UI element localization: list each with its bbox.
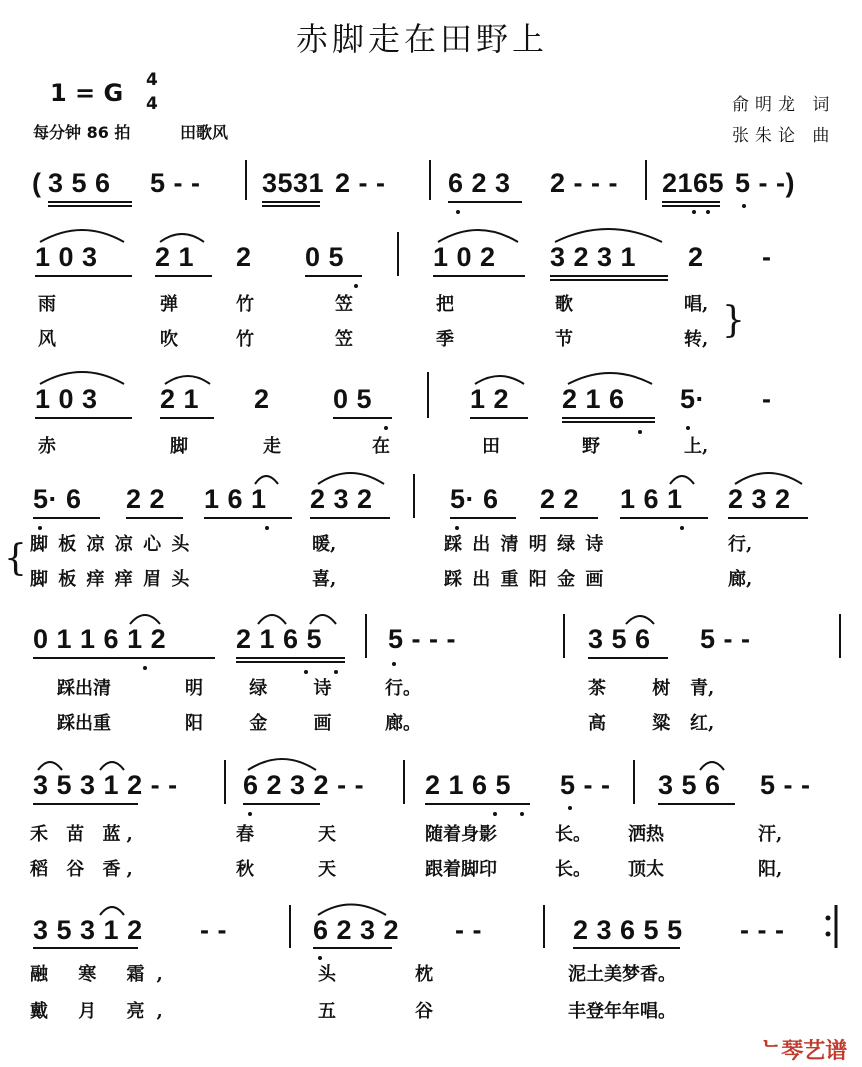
slur bbox=[670, 476, 694, 484]
octave-dot bbox=[520, 812, 524, 816]
lyric-char: 走 bbox=[263, 436, 281, 457]
lyric-phrase: 秋 bbox=[236, 859, 254, 880]
note-group: - - bbox=[455, 915, 482, 945]
repeat-dot bbox=[826, 916, 831, 921]
slur bbox=[165, 376, 210, 384]
note-group: 6 2 3 2 bbox=[313, 915, 400, 945]
lyric-phrase: 长。 bbox=[555, 859, 591, 880]
lyric-phrase: 踩 出 清 明 绿 诗 bbox=[444, 534, 606, 555]
slur bbox=[100, 907, 124, 915]
note-group: 5 - - bbox=[760, 770, 811, 800]
lyric-phrase: 踩出清 bbox=[57, 678, 111, 699]
note-group: 2 1 bbox=[160, 384, 200, 414]
lyric-phrase: 融 寒 霜, bbox=[30, 964, 175, 985]
octave-dot bbox=[493, 812, 497, 816]
slur bbox=[130, 615, 160, 624]
lyric-char: 笠 bbox=[335, 294, 353, 315]
octave-dot bbox=[456, 210, 460, 214]
lyric-char: 风 bbox=[38, 329, 56, 350]
lyric-char: 转, bbox=[684, 329, 709, 350]
lyric-phrase: 红, bbox=[690, 713, 715, 734]
lyricist-credit: 俞明龙 词 bbox=[732, 95, 836, 115]
note-group: 1 6 1 bbox=[620, 484, 683, 514]
note-group: 3 5 6 bbox=[658, 770, 721, 800]
note-group: 2 2 bbox=[540, 484, 580, 514]
lyric-phrase: 喜, bbox=[312, 569, 337, 590]
slur bbox=[100, 762, 124, 770]
lyric-phrase: 汗, bbox=[758, 824, 783, 845]
slur bbox=[438, 230, 518, 242]
note-group: 5· 6 bbox=[450, 484, 499, 514]
note-group: 5 - - - bbox=[388, 624, 456, 654]
octave-dot bbox=[638, 430, 642, 434]
watermark-text: 琴艺谱 bbox=[781, 1039, 848, 1064]
lyric-phrase: 洒热 bbox=[628, 824, 664, 845]
lyric-phrase: 青, bbox=[690, 678, 715, 699]
lyric-phrase: 阳, bbox=[758, 859, 783, 880]
note-group: 1 0 3 bbox=[35, 242, 98, 272]
slur bbox=[258, 615, 286, 624]
lyric-phrase: 天 bbox=[318, 859, 336, 880]
slur bbox=[700, 762, 724, 770]
key-signature: 1 = G bbox=[50, 79, 124, 107]
slur bbox=[568, 373, 652, 384]
note-group: - bbox=[762, 242, 772, 272]
note-group: 6 2 3 bbox=[448, 168, 511, 198]
logo-icon: ᄂ bbox=[760, 1039, 782, 1064]
note-group: 2165 bbox=[662, 168, 725, 198]
note-group: - - - bbox=[740, 915, 785, 945]
lyric-char: 弹 bbox=[160, 294, 178, 315]
note-group: 3531 bbox=[262, 168, 325, 198]
lyric-phrase: 踩 出 重 阳 金 画 bbox=[444, 569, 606, 590]
slur bbox=[310, 615, 336, 624]
octave-dot bbox=[304, 670, 308, 674]
lyric-phrase: 顶太 bbox=[628, 859, 664, 880]
note-group: 2 3 2 bbox=[310, 484, 373, 514]
lyric-phrase: 戴 月 亮, bbox=[30, 1001, 175, 1022]
note-group: 2 1 6 5 bbox=[236, 624, 323, 654]
lyric-phrase: 天 bbox=[318, 824, 336, 845]
lyric-phrase: 廊。 bbox=[385, 713, 421, 734]
note-group: 2 - - bbox=[335, 168, 386, 198]
slur bbox=[40, 372, 124, 384]
lyric-char: 吹 bbox=[160, 329, 178, 350]
slur bbox=[255, 476, 278, 484]
lyric-char: 把 bbox=[436, 294, 454, 315]
octave-dot bbox=[143, 666, 147, 670]
slur bbox=[318, 473, 384, 484]
note-group: 0 1 1 6 1 2 bbox=[33, 624, 167, 654]
lyric-phrase: 脚 板 凉 凉 心 头 bbox=[30, 534, 192, 555]
lyric-verse-brace: } bbox=[722, 300, 745, 341]
lyric-char: 笠 bbox=[335, 329, 353, 350]
note-group: 2 bbox=[236, 242, 252, 272]
octave-dot bbox=[265, 526, 269, 530]
slur bbox=[248, 759, 316, 770]
slur bbox=[555, 229, 662, 242]
lyric-char: 唱, bbox=[684, 294, 709, 315]
lyric-phrase: 稻 谷 香, bbox=[30, 859, 139, 880]
lyric-phrase: 枕 bbox=[415, 964, 433, 985]
octave-dot bbox=[686, 426, 690, 430]
octave-dot bbox=[38, 526, 42, 530]
watermark-logo bbox=[760, 1034, 847, 1065]
lyric-phrase: 谷 bbox=[415, 1001, 433, 1022]
lyric-phrase: 脚 板 痒 痒 眉 头 bbox=[30, 569, 192, 590]
repeat-dot bbox=[826, 932, 831, 937]
octave-dot bbox=[742, 204, 746, 208]
note-group: 3 2 3 1 bbox=[550, 242, 637, 272]
octave-dot bbox=[354, 284, 358, 288]
time-signature-top: 4 bbox=[146, 70, 158, 90]
slur bbox=[318, 905, 386, 916]
note-group: 3 5 3 1 2 bbox=[33, 915, 143, 945]
note-group: ( bbox=[32, 168, 42, 198]
octave-dot bbox=[455, 526, 459, 530]
note-group: 2 1 6 bbox=[562, 384, 625, 414]
note-group: 2 3 6 5 5 bbox=[573, 915, 683, 945]
octave-dot bbox=[384, 426, 388, 430]
tempo-marking: 每分钟 86 拍 bbox=[33, 123, 131, 142]
time-signature-bottom: 4 bbox=[146, 94, 158, 114]
lyric-char: 在 bbox=[372, 436, 390, 457]
note-group: 3 5 6 bbox=[48, 168, 111, 198]
note-group: - bbox=[762, 384, 772, 414]
note-group: 2 1 6 5 bbox=[425, 770, 512, 800]
octave-dot bbox=[392, 662, 396, 666]
note-group: 1 6 1 bbox=[204, 484, 267, 514]
note-group: 5 - - bbox=[700, 624, 751, 654]
lyric-char: 野 bbox=[582, 436, 600, 457]
note-group: 0 5 bbox=[305, 242, 345, 272]
note-group: 5 - - bbox=[150, 168, 201, 198]
note-group: 2 - - - bbox=[550, 168, 618, 198]
slur bbox=[40, 230, 124, 242]
lyric-char: 季 bbox=[436, 329, 454, 350]
note-group: 2 1 bbox=[155, 242, 195, 272]
lyric-char: 节 bbox=[555, 329, 573, 350]
lyric-verse-brace: { bbox=[4, 538, 27, 579]
note-group: 1 2 bbox=[470, 384, 510, 414]
lyric-phrase: 行, bbox=[728, 534, 753, 555]
lyric-phrase: 丰登年年唱。 bbox=[568, 1001, 676, 1022]
octave-dot bbox=[248, 812, 252, 816]
lyric-phrase: 泥土美梦香。 bbox=[568, 964, 676, 985]
note-group: 5 - - bbox=[560, 770, 611, 800]
lyric-phrase: 高 粱 bbox=[588, 713, 691, 734]
lyric-phrase: 茶 树 bbox=[588, 678, 691, 699]
note-group: 1 0 3 bbox=[35, 384, 98, 414]
lyric-char: 竹 bbox=[236, 294, 254, 315]
lyric-phrase: 行。 bbox=[385, 678, 421, 699]
lyric-phrase: 阳 金 画 bbox=[185, 713, 352, 734]
note-group: 2 3 2 bbox=[728, 484, 791, 514]
note-group: - - bbox=[200, 915, 227, 945]
octave-dot bbox=[334, 670, 338, 674]
lyric-char: 脚 bbox=[170, 436, 188, 457]
note-group: 3 5 6 bbox=[588, 624, 651, 654]
note-group: 5· 6 bbox=[33, 484, 82, 514]
note-group: 2 2 bbox=[126, 484, 166, 514]
style-marking: 田歌风 bbox=[180, 123, 229, 142]
slur bbox=[38, 762, 62, 770]
composer-credit: 张朱论 曲 bbox=[732, 126, 836, 146]
octave-dot bbox=[680, 526, 684, 530]
note-group: 3 5 3 1 2 - - bbox=[33, 770, 178, 800]
lyric-char: 上, bbox=[684, 436, 709, 457]
note-group: 6 2 3 2 - - bbox=[243, 770, 365, 800]
note-group: 2 bbox=[688, 242, 704, 272]
octave-dot bbox=[706, 210, 710, 214]
slur bbox=[735, 473, 802, 484]
lyric-char: 赤 bbox=[38, 436, 56, 457]
lyric-char: 雨 bbox=[38, 294, 56, 315]
song-title: 赤脚走在田野上 bbox=[296, 20, 549, 58]
lyric-char: 竹 bbox=[236, 329, 254, 350]
lyric-phrase: 廊, bbox=[728, 569, 753, 590]
lyric-phrase: 踩出重 bbox=[57, 713, 111, 734]
octave-dot bbox=[568, 806, 572, 810]
lyric-char: 田 bbox=[482, 436, 500, 457]
lyric-phrase: 随着身影 bbox=[425, 824, 497, 845]
lyric-char: 歌 bbox=[555, 294, 573, 315]
octave-dot bbox=[692, 210, 696, 214]
note-group: 5· bbox=[680, 384, 706, 414]
octave-dot bbox=[318, 956, 322, 960]
lyric-phrase: 明 绿 诗 bbox=[185, 678, 352, 699]
lyric-phrase: 暖, bbox=[312, 534, 337, 555]
slur bbox=[475, 376, 524, 384]
slur bbox=[626, 616, 654, 624]
note-group: 2 bbox=[254, 384, 270, 414]
lyric-phrase: 跟着脚印 bbox=[425, 859, 497, 880]
note-group: 5 - -) bbox=[735, 168, 795, 198]
note-group: 0 5 bbox=[333, 384, 373, 414]
lyric-phrase: 春 bbox=[236, 824, 254, 845]
lyric-phrase: 长。 bbox=[555, 824, 591, 845]
lyric-phrase: 五 bbox=[318, 1001, 336, 1022]
lyric-phrase: 禾 苗 蓝, bbox=[30, 824, 139, 845]
slur bbox=[160, 234, 204, 242]
note-group: 1 0 2 bbox=[433, 242, 496, 272]
lyric-phrase: 头 bbox=[318, 964, 336, 985]
